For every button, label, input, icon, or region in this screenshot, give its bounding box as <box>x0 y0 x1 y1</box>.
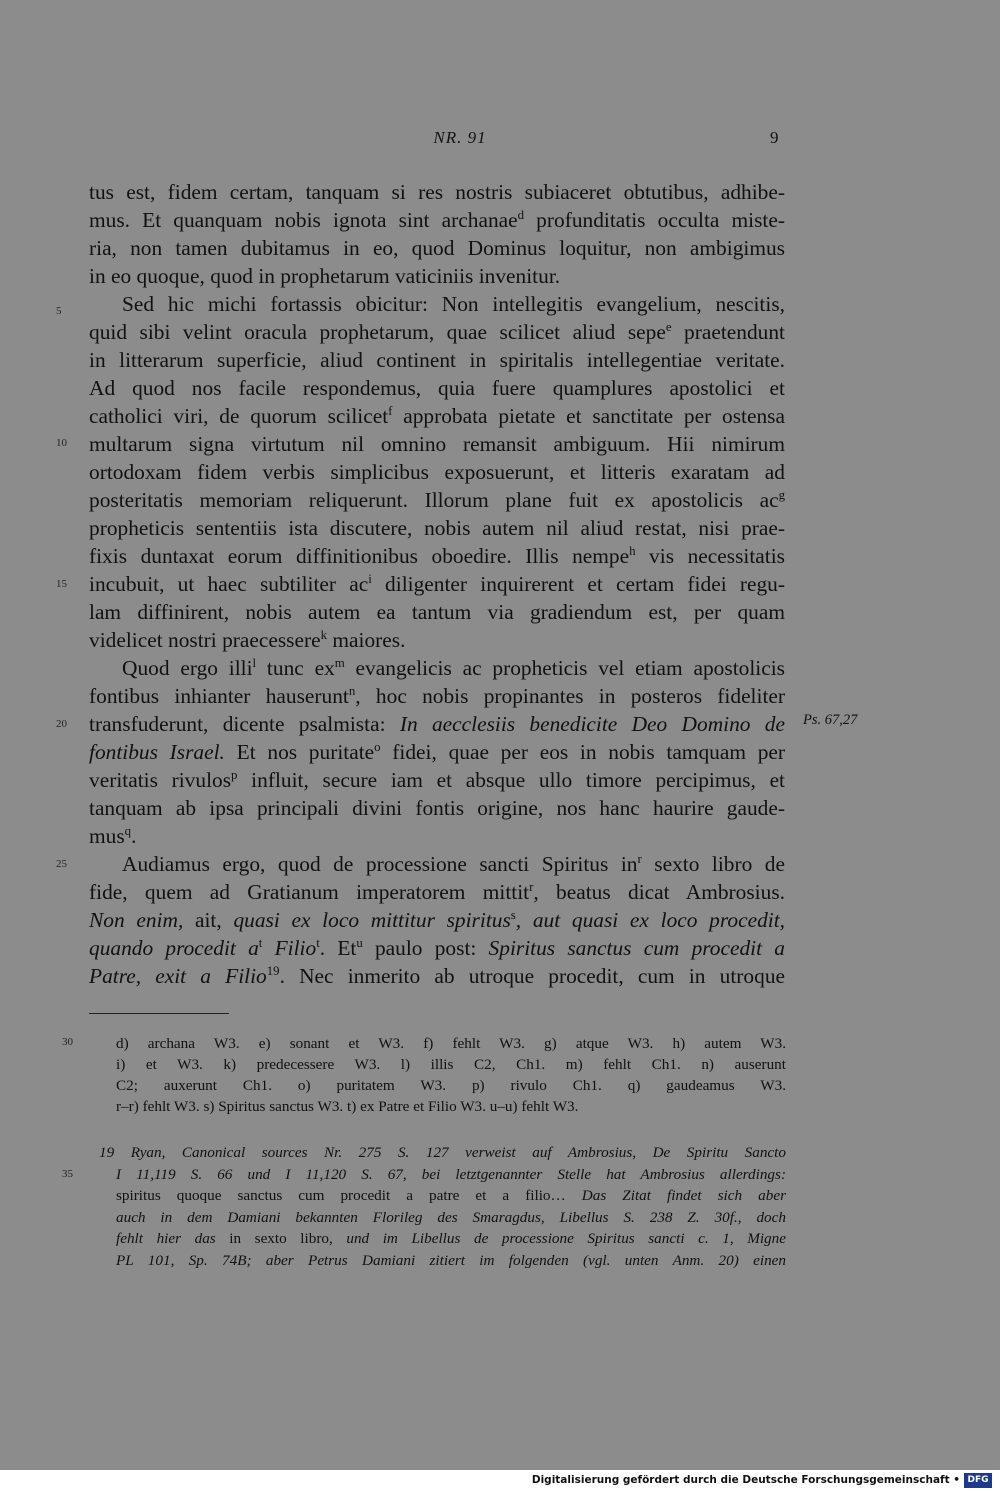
commentary-line: 19 Ryan, Canonical sources Nr. 275 S. 127 verweist auf Ambrosius, De Spiritu Sancto <box>99 1144 786 1161</box>
text-line: multarum signa virtutum nil omnino remansit ambiguum. Hii nimirum <box>89 432 785 456</box>
text-line: Non enim, ait, quasi ex loco mittitur spiritus$^s$, aut quasi ex loco procedit, <box>89 907 785 932</box>
line-number-30: 30 <box>62 1036 73 1048</box>
text-line: propheticis sententiis ista discutere, nobis autem nil aliud restat, nisi prae- <box>89 516 785 540</box>
text-line: Audiamus ergo, quod de processione sancti Spiritus $in^r$ sexto libro de <box>122 851 785 876</box>
text-line: in litterarum superficie, aliud continent in spiritalis intellegentiae veritate. <box>89 348 785 372</box>
main-text <box>89 178 785 990</box>
funding-notice: Digitalisierung gefördert durch die Deutsche Forschungsgemeinschaft • <box>531 1474 960 1486</box>
commentary-note <box>99 1142 786 1271</box>
dfg-logo: DFG <box>964 1473 992 1488</box>
text-line: mus$^q$. <box>89 823 137 848</box>
commentary-line: spiritus quoque sanctus cum procedit a patre et a filio… Das Zitat findet sich aber <box>116 1187 786 1204</box>
commentary-line: PL 101, Sp. 74B; aber Petrus Damiani zitiert im folgenden (vgl. unten Anm. 20) einen <box>116 1251 786 1269</box>
text-line: posteritatis memoriam reliquerunt. Illorum plane fuit ex apostolicis $ac^g$ <box>89 487 785 512</box>
text-line: Ad quod nos facile respondemus, quia fuere quamplures apostolici et <box>89 376 785 400</box>
line-number-5: 5 <box>56 305 62 317</box>
text-line: ortodoxam fidem verbis simplicibus exposuerunt, et litteris exaratam ad <box>89 460 785 484</box>
text-line: Quod ergo illi$^l$ tunc $ex^m$ evangelicis ac propheticis vel etiam apostolicis <box>122 655 785 680</box>
running-header-title: NR. 91 <box>433 128 487 147</box>
page-number: 9 <box>770 128 779 147</box>
text-line: catholici viri, de quorum scilicet$^f$ approbata pietate et sanctitate per ostensa <box>89 403 785 428</box>
line-number-10: 10 <box>56 437 67 449</box>
footnote-line: i) et W3. k) predecessere W3. l) illis C2, Ch1. m) fehlt Ch1. n) auserunt <box>116 1056 786 1073</box>
text-line: fontibus Israel. Et nos puritate$^o$ fidei, quae per eos in nobis tamquam per <box>89 739 786 764</box>
margin-reference: Ps. 67,27 <box>803 712 858 728</box>
text-line: fontibus inhianter hauserunt$^n$, hoc nobis propinantes in posteros fideliter <box>89 683 786 708</box>
text-line: mus. Et quanquam nobis ignota sint archanae$^d$ profunditatis occulta miste- <box>89 207 785 232</box>
text-line: quid sibi velint oracula prophetarum, quae scilicet aliud sepe$^e$ praetendunt <box>89 319 785 344</box>
commentary-line: fehlt hier das in sexto libro, und im Libellus de processione Spiritus sancti c. 1, Migne <box>116 1230 786 1247</box>
line-number-15: 15 <box>56 578 67 590</box>
commentary-line: I 11,119 S. 66 und I 11,120 S. 67, bei letztgenannter Stelle hat Ambrosius allerdings: <box>116 1165 786 1183</box>
commentary-line: auch in dem Damiani bekannten Florileg des Smaragdus, Libellus S. 238 Z. 30f., doch <box>116 1208 786 1226</box>
footnote-divider <box>89 1013 229 1014</box>
critical-apparatus <box>116 1033 786 1117</box>
text-line: fide, quem ad Gratianum imperatorem mittit$^r$, beatus dicat Ambrosius. <box>89 879 785 904</box>
text-line: videlicet nostri praecessere$^k$ maiores. <box>89 627 406 652</box>
text-line: tus est, fidem certam, tanquam si res nostris subiaceret obtutibus, adhibe- <box>89 180 785 204</box>
footnote-line: d) archana W3. e) sonant et W3. f) fehlt W3. g) atque W3. h) autem W3. <box>116 1035 786 1052</box>
footnote-line: r–r) fehlt W3. s) Spiritus sanctus W3. t) ex Patre et Filio W3. u–u) fehlt W3. <box>116 1098 579 1115</box>
line-number-20: 20 <box>56 718 67 730</box>
text-line: Sed hic michi fortassis obicitur: Non intellegitis evangelium, nescitis, <box>122 292 785 316</box>
text-line: fixis duntaxat eorum diffinitionibus oboedire. Illis nempe$^h$ vis necessitatis <box>89 543 785 568</box>
footer-bar <box>0 1470 1000 1492</box>
text-line: tanquam ab ipsa principali divini fontis origine, nos hanc haurire gaude- <box>89 796 785 820</box>
text-line: incubuit, ut haec subtiliter $ac^i$ diligenter inquirerent et certam fidei regu- <box>89 571 785 596</box>
text-line: lam diffinirent, nobis autem ea tantum via gradiendum est, per quam <box>89 600 785 624</box>
text-line: veritatis rivulos$^p$ influit, secure iam et absque ullo timore percipimus, et <box>89 767 786 792</box>
line-number-35: 35 <box>62 1168 73 1180</box>
line-number-25: 25 <box>56 858 67 870</box>
text-line: transfuderunt, dicente psalmista: In aecclesiis benedicite Deo Domino de <box>89 712 785 736</box>
text-line: Patre, exit a Filio$^{19}$. Nec inmerito ab utroque procedit, cum in utroque <box>89 963 786 988</box>
text-line: in eo quoque, quod in prophetarum vaticiniis invenitur. <box>89 264 561 288</box>
text-line: quando procedit $a^t$ Filio$^t$. Et$^u$ paulo post: Spiritus sanctus cum procedit a <box>89 935 785 960</box>
footnote-line: C2; auxerunt Ch1. o) puritatem W3. p) rivulo Ch1. q) gaudeamus W3. <box>116 1077 786 1094</box>
text-line: ria, non tamen dubitamus in eo, quod Dominus loquitur, non ambigimus <box>89 236 785 260</box>
